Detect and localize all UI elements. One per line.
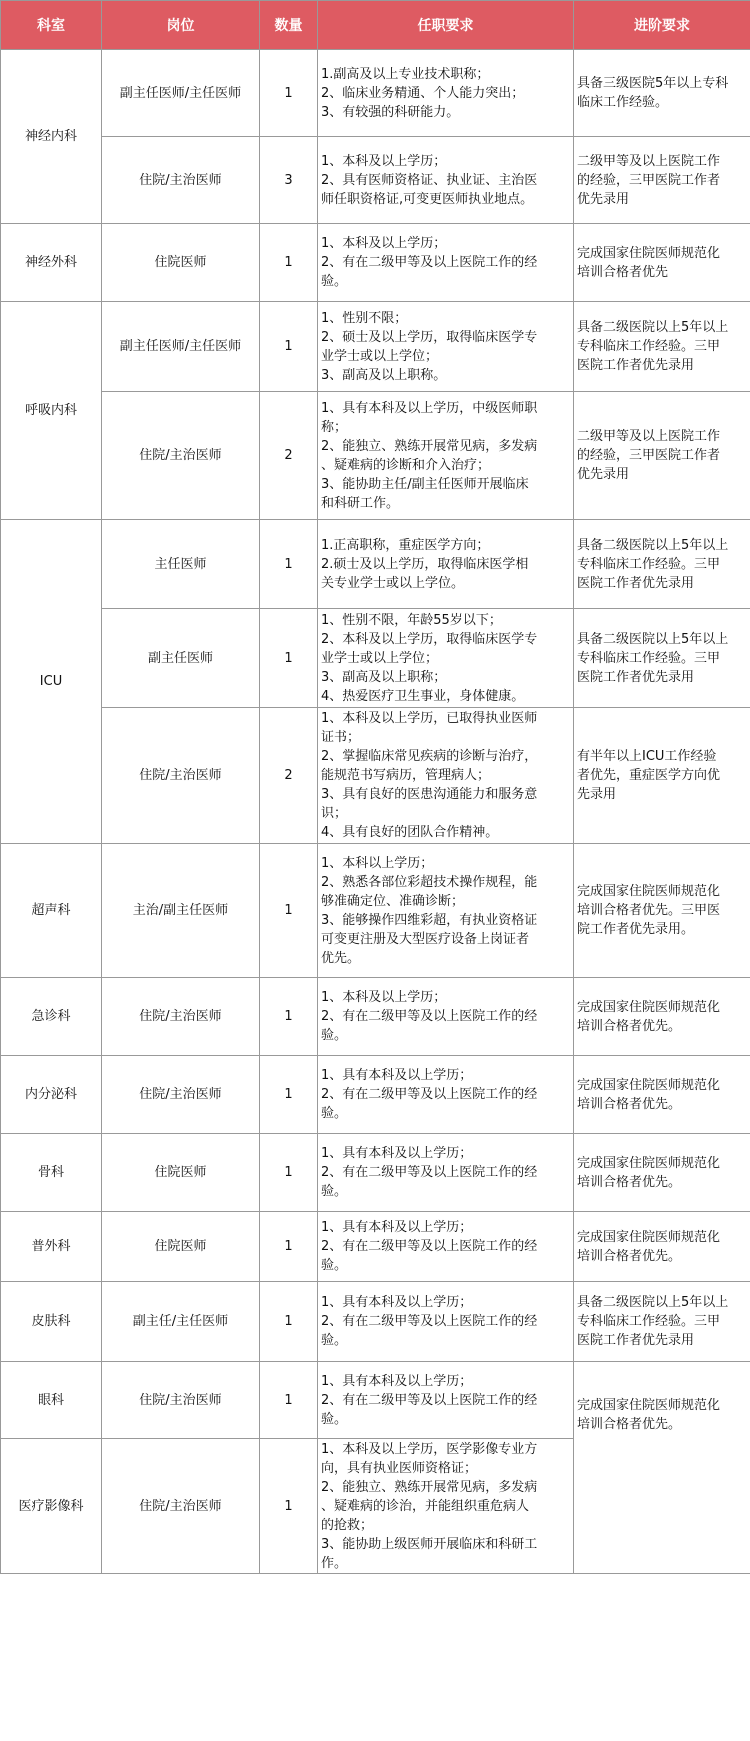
post-cell: 主治/副主任医师 xyxy=(102,844,260,978)
table-row xyxy=(1,609,750,708)
requirement-line: 1、本科及以上学历； xyxy=(321,236,447,251)
advanced-line: 完成国家住院医师规范化 xyxy=(577,1155,721,1171)
table-row xyxy=(1,1212,750,1282)
advanced-line: 院工作者优先录用。 xyxy=(577,922,695,937)
dept-cell: 神经内科 xyxy=(1,50,102,224)
requirement-line: 2、有在二级甲等及以上医院工作的经 xyxy=(321,1009,538,1024)
table-row xyxy=(1,1134,750,1212)
post-cell: 住院/主治医师 xyxy=(102,978,260,1056)
requirement-line: 和科研工作。 xyxy=(321,495,400,511)
advanced-line: 具备二级医院以上5年以上 xyxy=(577,631,729,647)
advanced-line: 有半年以上ICU工作经验 xyxy=(577,749,717,764)
dept-cell: 内分泌科 xyxy=(1,1056,102,1134)
header-row xyxy=(1,1,750,50)
count-cell: 1 xyxy=(260,978,318,1056)
requirement-line: 关专业学士或以上学位。 xyxy=(321,575,465,591)
header-count: 数量 xyxy=(260,1,318,50)
post-cell: 主任医师 xyxy=(102,520,260,609)
advanced-cell xyxy=(574,137,750,224)
advanced-line: 完成国家住院医师规范化 xyxy=(577,1229,721,1245)
requirements-cell xyxy=(318,609,574,708)
requirement-line: 2.硕士及以上学历，取得临床医学相 xyxy=(321,556,529,572)
requirement-line: 1、性别不限，年龄55岁以下； xyxy=(321,612,502,628)
advanced-cell xyxy=(574,978,750,1056)
requirement-line: 2、临床业务精通、个人能力突出； xyxy=(321,85,525,101)
requirement-line: 验。 xyxy=(321,1106,348,1121)
advanced-line: 培训合格者优先。 xyxy=(577,1174,682,1190)
dept-cell: 神经外科 xyxy=(1,224,102,302)
advanced-line: 培训合格者优先。 xyxy=(577,1417,682,1432)
dept-cell: 普外科 xyxy=(1,1212,102,1282)
count-cell: 1 xyxy=(260,520,318,609)
requirement-line: 1、性别不限； xyxy=(321,310,408,326)
requirements-cell xyxy=(318,392,574,520)
advanced-line: 医院工作者优先录用 xyxy=(577,669,695,685)
requirement-line: 业学士或以上学位； xyxy=(321,348,439,364)
requirement-line: 1、本科及以上学历； xyxy=(321,153,447,169)
advanced-cell xyxy=(574,1134,750,1212)
requirement-line: 能规范书写病历，管理病人； xyxy=(321,768,491,783)
requirement-line: 识； xyxy=(321,806,348,821)
requirements-cell xyxy=(318,1439,574,1574)
post-cell: 住院/主治医师 xyxy=(102,137,260,224)
requirement-line: 2、有在二级甲等及以上医院工作的经 xyxy=(321,1087,538,1102)
requirement-line: 验。 xyxy=(321,1184,348,1199)
count-cell: 1 xyxy=(260,1362,318,1439)
post-cell: 副主任医师/主任医师 xyxy=(102,302,260,392)
count-cell: 1 xyxy=(260,1134,318,1212)
requirements-cell xyxy=(318,1056,574,1134)
requirement-line: 2、具有医师资格证、执业证、主治医 xyxy=(321,172,538,188)
requirement-line: 1.副高及以上专业技术职称； xyxy=(321,66,490,82)
requirement-line: 证书； xyxy=(321,730,361,745)
advanced-line: 的经验，三甲医院工作者 xyxy=(577,448,721,463)
requirement-line: 2、有在二级甲等及以上医院工作的经 xyxy=(321,1165,538,1180)
header-dept: 科室 xyxy=(1,1,102,50)
post-cell: 住院/主治医师 xyxy=(102,1439,260,1574)
requirements-cell xyxy=(318,978,574,1056)
requirement-line: 业学士或以上学位； xyxy=(321,650,439,666)
requirement-line: 1、具有本科及以上学历； xyxy=(321,1068,473,1083)
advanced-cell xyxy=(574,844,750,978)
advanced-cell xyxy=(574,1362,750,1574)
requirement-line: 验。 xyxy=(321,1333,348,1348)
dept-cell: 骨科 xyxy=(1,1134,102,1212)
post-cell: 住院医师 xyxy=(102,1212,260,1282)
requirement-line: 3、副高及以上职称。 xyxy=(321,367,447,383)
requirement-line: 1、本科及以上学历，医学影像专业方 xyxy=(321,1441,538,1457)
count-cell: 1 xyxy=(260,609,318,708)
requirement-line: 够准确定位、准确诊断； xyxy=(321,893,465,909)
dept-cell: 眼科 xyxy=(1,1362,102,1439)
requirements-cell xyxy=(318,137,574,224)
requirement-line: 1、具有本科及以上学历； xyxy=(321,1373,473,1389)
requirements-cell xyxy=(318,302,574,392)
advanced-line: 具备二级医院以上5年以上 xyxy=(577,537,729,553)
requirement-line: 3、能协助主任/副主任医师开展临床 xyxy=(321,476,529,492)
advanced-line: 医院工作者优先录用 xyxy=(577,575,695,591)
requirement-line: 2、有在二级甲等及以上医院工作的经 xyxy=(321,1314,538,1329)
requirement-line: 1、本科及以上学历，已取得执业医师 xyxy=(321,711,538,726)
post-cell: 住院/主治医师 xyxy=(102,392,260,520)
header-post: 岗位 xyxy=(102,1,260,50)
advanced-cell xyxy=(574,520,750,609)
advanced-line: 培训合格者优先。 xyxy=(577,1018,682,1034)
requirement-line: 3、副高及以上职称； xyxy=(321,669,447,685)
requirements-cell xyxy=(318,224,574,302)
requirement-line: 3、具有良好的医患沟通能力和服务意 xyxy=(321,787,538,802)
requirements-cell xyxy=(318,708,574,844)
table-row xyxy=(1,1362,750,1439)
advanced-line: 完成国家住院医师规范化 xyxy=(577,884,721,899)
advanced-line: 专科临床工作经验。三甲 xyxy=(577,556,721,572)
advanced-line: 专科临床工作经验。三甲 xyxy=(577,339,721,354)
requirement-line: 4、具有良好的团队合作精神。 xyxy=(321,825,499,840)
requirement-line: 验。 xyxy=(321,1028,348,1043)
table-row xyxy=(1,1056,750,1134)
table-row xyxy=(1,1282,750,1362)
post-cell: 住院/主治医师 xyxy=(102,1362,260,1439)
advanced-line: 培训合格者优先 xyxy=(577,264,669,280)
advanced-cell xyxy=(574,50,750,137)
advanced-line: 完成国家住院医师规范化 xyxy=(577,1077,721,1093)
requirement-line: 1、本科及以上学历； xyxy=(321,990,447,1005)
requirements-cell xyxy=(318,1362,574,1439)
count-cell: 1 xyxy=(260,844,318,978)
requirement-line: 作。 xyxy=(321,1555,348,1571)
requirement-line: 2、能独立、熟练开展常见病，多发病 xyxy=(321,438,538,454)
requirement-line: 、疑难病的诊治，并能组织重危病人 xyxy=(321,1498,530,1514)
table-row xyxy=(1,137,750,224)
dept-cell: 呼吸内科 xyxy=(1,302,102,520)
count-cell: 1 xyxy=(260,302,318,392)
advanced-cell xyxy=(574,302,750,392)
advanced-line: 先录用 xyxy=(577,787,617,802)
advanced-line: 具备二级医院以上5年以上 xyxy=(577,1295,729,1310)
requirement-line: 2、本科及以上学历，取得临床医学专 xyxy=(321,631,538,647)
header-requirements: 任职要求 xyxy=(318,1,574,50)
count-cell: 3 xyxy=(260,137,318,224)
table-row xyxy=(1,392,750,520)
post-cell: 住院医师 xyxy=(102,1134,260,1212)
post-cell: 住院/主治医师 xyxy=(102,1056,260,1134)
advanced-cell xyxy=(574,609,750,708)
advanced-line: 二级甲等及以上医院工作 xyxy=(577,153,721,169)
requirement-line: 验。 xyxy=(321,1258,348,1273)
advanced-line: 二级甲等及以上医院工作 xyxy=(577,429,721,444)
dept-cell: 皮肤科 xyxy=(1,1282,102,1362)
requirements-cell xyxy=(318,844,574,978)
advanced-cell xyxy=(574,224,750,302)
requirement-line: 3、有较强的科研能力。 xyxy=(321,104,460,120)
requirements-cell xyxy=(318,50,574,137)
requirement-line: 1、具有本科及以上学历； xyxy=(321,1220,473,1235)
requirements-cell xyxy=(318,1282,574,1362)
requirement-line: 2、有在二级甲等及以上医院工作的经 xyxy=(321,1392,538,1408)
requirement-line: 2、能独立、熟练开展常见病，多发病 xyxy=(321,1479,538,1495)
advanced-cell xyxy=(574,1056,750,1134)
advanced-line: 临床工作经验。 xyxy=(577,95,669,110)
requirement-line: 验。 xyxy=(321,1411,348,1427)
advanced-line: 培训合格者优先。 xyxy=(577,1096,682,1112)
requirement-line: 4、热爱医疗卫生事业，身体健康。 xyxy=(321,688,525,704)
count-cell: 2 xyxy=(260,708,318,844)
table-row xyxy=(1,844,750,978)
count-cell: 1 xyxy=(260,50,318,137)
count-cell: 1 xyxy=(260,1439,318,1574)
advanced-line: 培训合格者优先。 xyxy=(577,1248,682,1264)
advanced-line: 医院工作者优先录用 xyxy=(577,1333,695,1348)
count-cell: 1 xyxy=(260,1212,318,1282)
count-cell: 2 xyxy=(260,392,318,520)
advanced-line: 培训合格者优先。三甲医 xyxy=(577,903,721,918)
requirement-line: 2、掌握临床常见疾病的诊断与治疗， xyxy=(321,749,538,764)
requirement-line: 验。 xyxy=(321,274,348,289)
requirement-line: 1、具有本科及以上学历； xyxy=(321,1146,473,1161)
requirement-line: 3、能够操作四维彩超，有执业资格证 xyxy=(321,912,538,928)
table-row xyxy=(1,708,750,844)
advanced-cell xyxy=(574,1282,750,1362)
advanced-line: 完成国家住院医师规范化 xyxy=(577,1398,721,1413)
count-cell: 1 xyxy=(260,224,318,302)
requirement-line: 优先。 xyxy=(321,950,361,966)
dept-cell: 急诊科 xyxy=(1,978,102,1056)
advanced-line: 完成国家住院医师规范化 xyxy=(577,245,721,261)
requirement-line: 可变更注册及大型医疗设备上岗证者 xyxy=(321,931,530,947)
advanced-line: 具备二级医院以上5年以上 xyxy=(577,320,729,335)
table-row xyxy=(1,50,750,137)
table-row xyxy=(1,224,750,302)
requirement-line: 1.正高职称，重症医学方向； xyxy=(321,537,490,553)
advanced-line: 优先录用 xyxy=(577,191,630,207)
advanced-line: 完成国家住院医师规范化 xyxy=(577,999,721,1015)
requirement-line: 向，具有执业医师资格证； xyxy=(321,1460,478,1476)
requirement-line: 1、本科以上学历； xyxy=(321,855,434,871)
requirement-line: 称； xyxy=(321,419,348,435)
post-cell: 副主任医师 xyxy=(102,609,260,708)
requirement-line: 师任职资格证,可变更医师执业地点。 xyxy=(321,191,534,207)
requirements-cell xyxy=(318,1134,574,1212)
advanced-cell xyxy=(574,708,750,844)
post-cell: 住院/主治医师 xyxy=(102,708,260,844)
dept-cell: 医疗影像科 xyxy=(1,1439,102,1574)
count-cell: 1 xyxy=(260,1282,318,1362)
table-row xyxy=(1,978,750,1056)
requirements-cell xyxy=(318,520,574,609)
requirement-line: 、疑难病的诊断和介入治疗； xyxy=(321,457,491,473)
advanced-line: 的经验，三甲医院工作者 xyxy=(577,172,721,188)
advanced-cell xyxy=(574,392,750,520)
requirement-line: 1、具有本科及以上学历； xyxy=(321,1295,473,1310)
advanced-cell xyxy=(574,1212,750,1282)
advanced-line: 优先录用 xyxy=(577,467,630,482)
post-cell: 副主任医师/主任医师 xyxy=(102,50,260,137)
requirements-cell xyxy=(318,1212,574,1282)
post-cell: 住院医师 xyxy=(102,224,260,302)
advanced-line: 医院工作者优先录用 xyxy=(577,358,695,373)
requirement-line: 3、能协助上级医师开展临床和科研工 xyxy=(321,1536,538,1552)
requirement-line: 的抢救； xyxy=(321,1517,374,1533)
post-cell: 副主任/主任医师 xyxy=(102,1282,260,1362)
dept-cell: 超声科 xyxy=(1,844,102,978)
advanced-line: 具备三级医院5年以上专科 xyxy=(577,76,729,91)
count-cell: 1 xyxy=(260,1056,318,1134)
header-advanced: 进阶要求 xyxy=(574,1,750,50)
requirement-line: 1、具有本科及以上学历，中级医师职 xyxy=(321,400,538,416)
advanced-line: 专科临床工作经验。三甲 xyxy=(577,650,721,666)
requirement-line: 2、有在二级甲等及以上医院工作的经 xyxy=(321,255,538,270)
advanced-line: 专科临床工作经验。三甲 xyxy=(577,1314,721,1329)
advanced-line: 者优先，重症医学方向优 xyxy=(577,768,721,783)
table-row xyxy=(1,520,750,609)
table-row xyxy=(1,302,750,392)
requirement-line: 2、熟悉各部位彩超技术操作规程，能 xyxy=(321,874,538,890)
requirement-line: 2、硕士及以上学历，取得临床医学专 xyxy=(321,329,538,345)
dept-cell: ICU xyxy=(1,520,102,844)
requirement-line: 2、有在二级甲等及以上医院工作的经 xyxy=(321,1239,538,1254)
